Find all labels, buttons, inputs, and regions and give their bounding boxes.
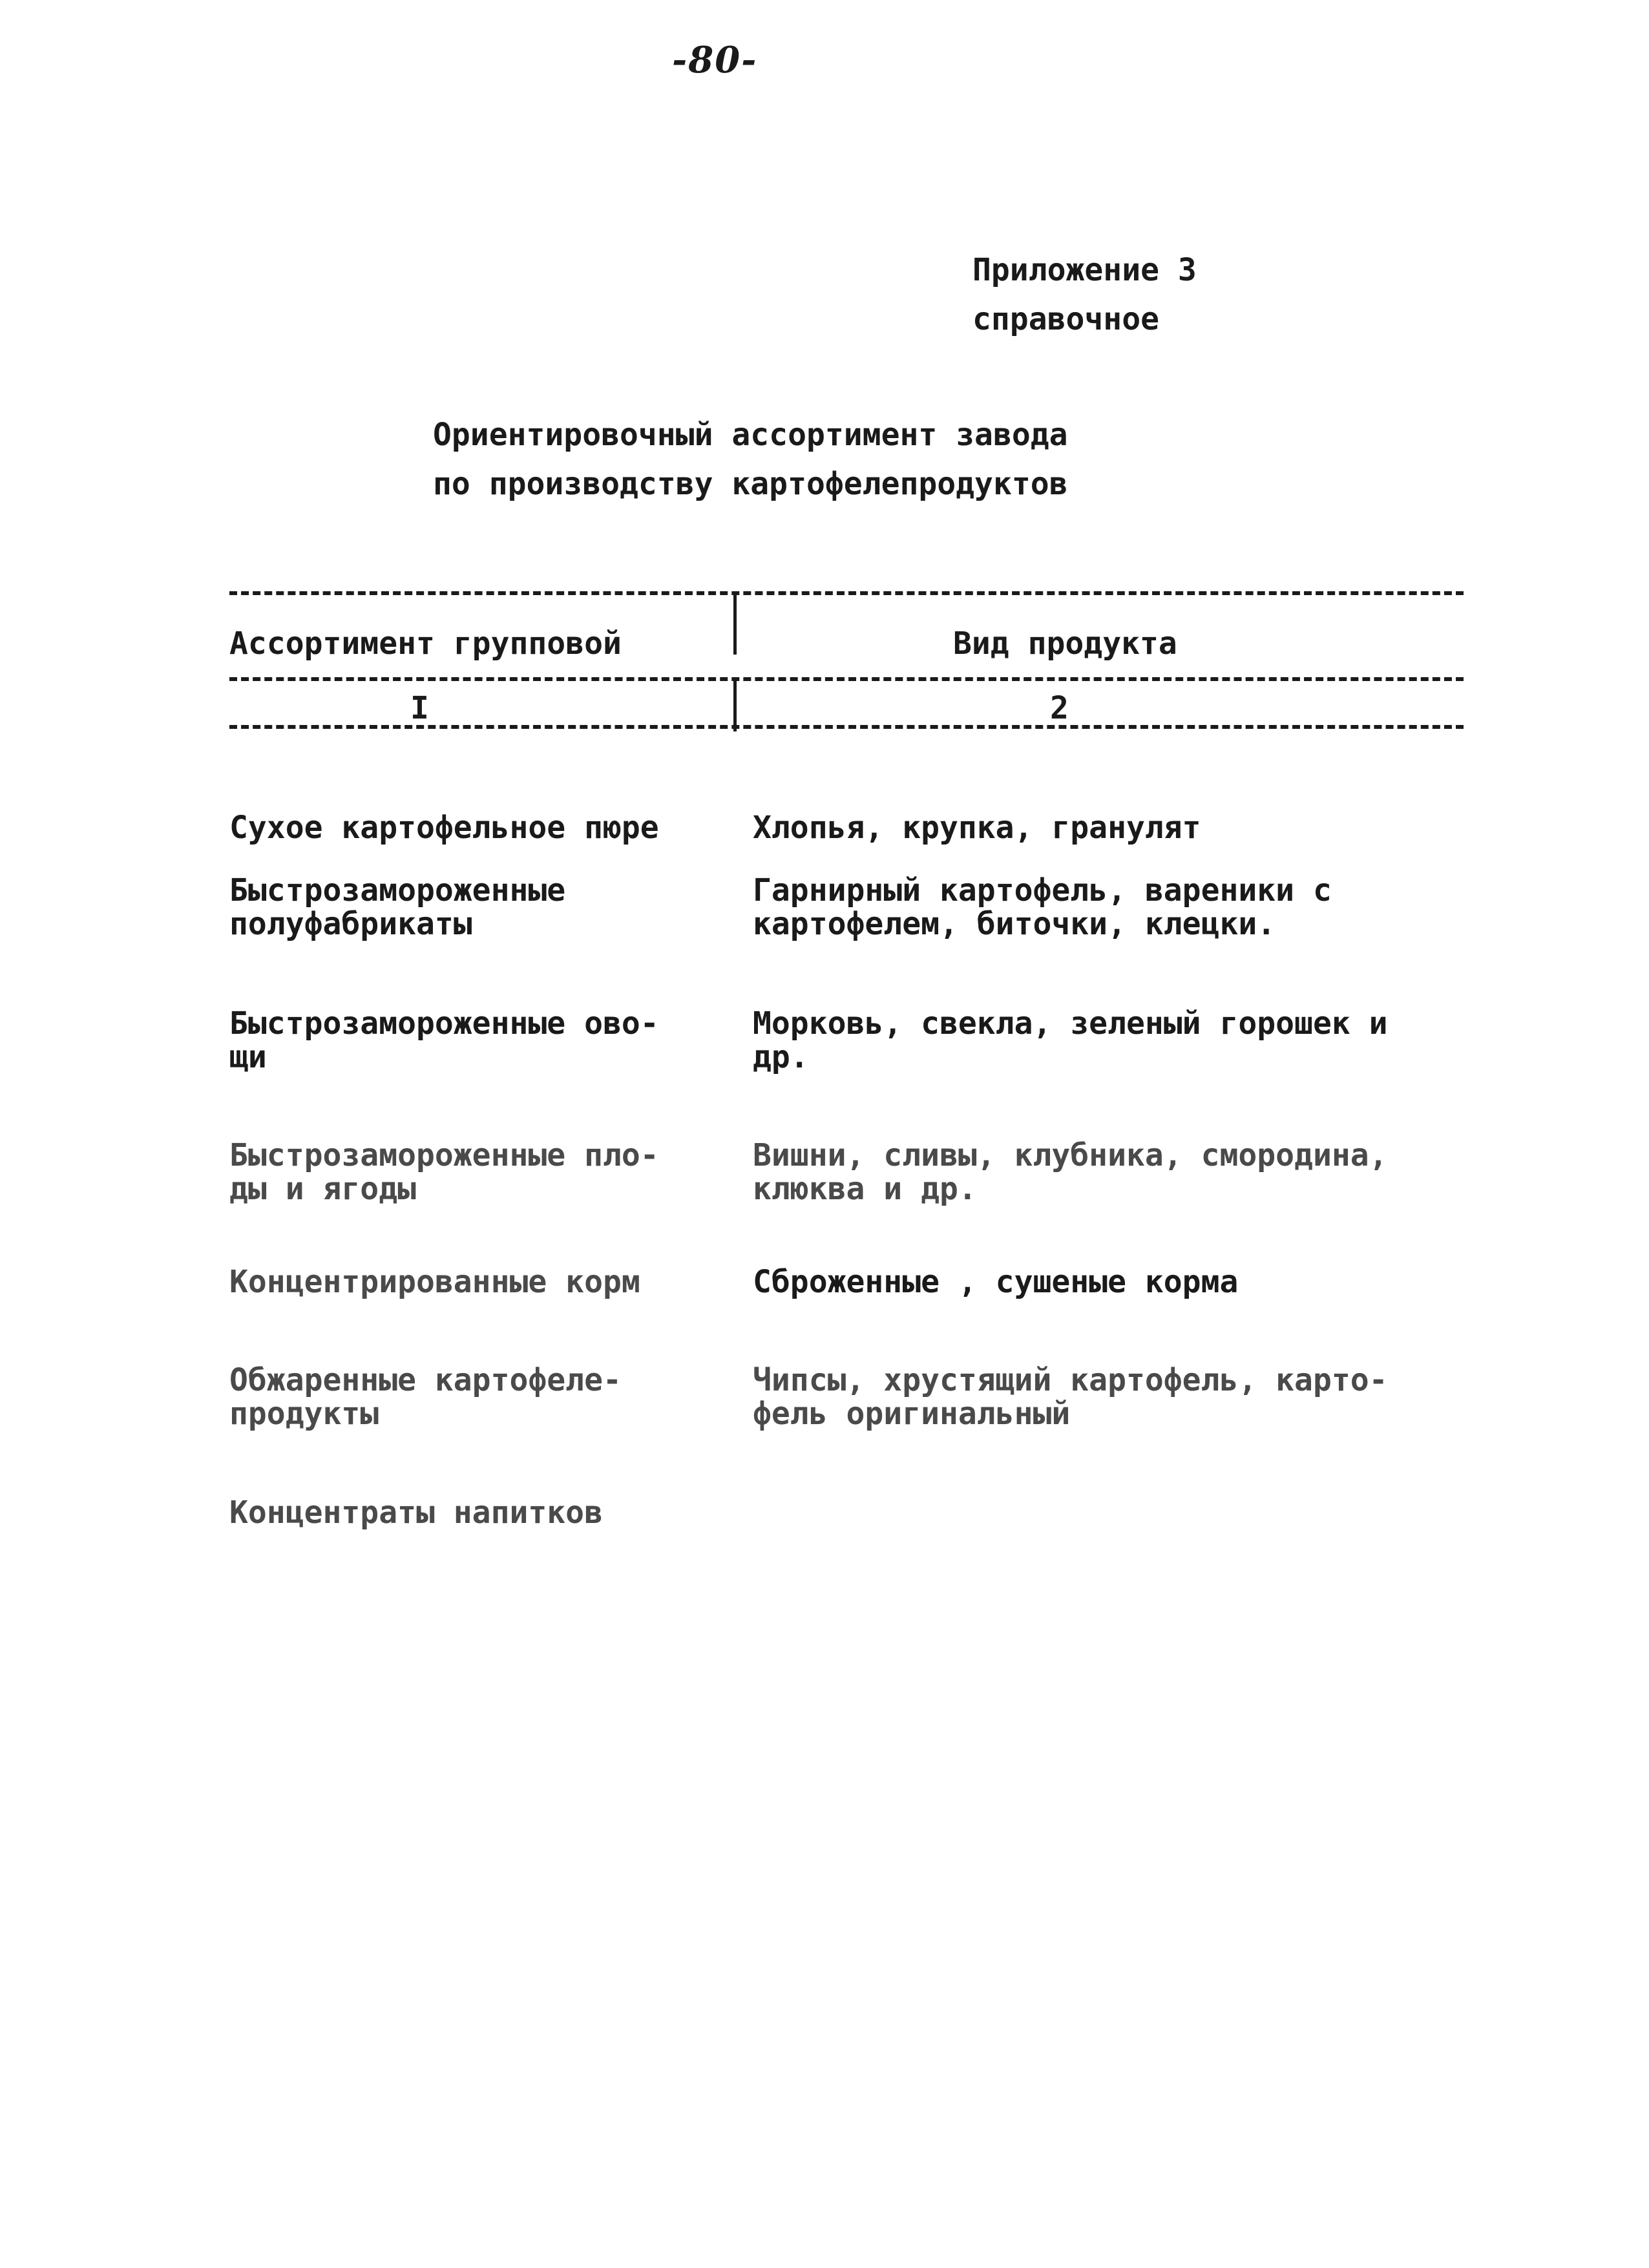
column-number-2: 2: [1050, 690, 1069, 726]
document-title: [433, 410, 1068, 509]
row-product: Морковь, свекла, зеленый горошек и др.: [753, 1005, 1388, 1075]
title-line-2: по производству картофелепродуктов: [433, 466, 1068, 502]
row-product: Гарнирный картофель, вареники с картофелем, биточки, клецки.: [753, 872, 1332, 942]
appendix-type: справочное: [972, 301, 1159, 337]
appendix-number: Приложение 3: [972, 252, 1197, 288]
table-top-rule: [229, 591, 1464, 595]
header-product: Вид продукта: [953, 625, 1177, 662]
row-product: Чипсы, хрустящий картофель, карто- фель оригинальный: [753, 1362, 1388, 1432]
row-group: Концентрированные корм: [229, 1264, 640, 1300]
table-number-rule: [229, 725, 1464, 729]
row-group: Обжаренные картофеле- продукты: [229, 1362, 622, 1432]
row-group: Быстрозамороженные ово- щи: [229, 1005, 659, 1075]
table-column-divider-bottom: [733, 680, 737, 731]
page-number: -80-: [672, 39, 758, 81]
row-group: Быстрозамороженные полуфабрикаты: [229, 872, 566, 942]
table-column-divider-top: [733, 593, 737, 655]
row-group: Быстрозамороженные пло- ды и ягоды: [229, 1137, 659, 1207]
header-group: Ассортимент групповой: [229, 625, 622, 662]
row-product: Хлопья, крупка, гранулят: [753, 810, 1201, 846]
column-number-1: I: [410, 690, 429, 726]
title-line-1: Ориентировочный ассортимент завода: [433, 417, 1068, 453]
appendix-label: [972, 246, 1197, 344]
row-product: Сброженные , сушеные корма: [753, 1264, 1239, 1300]
row-product: Вишни, сливы, клубника, смородина, клюква и др.: [753, 1137, 1388, 1207]
row-group: Концентраты напитков: [229, 1495, 603, 1531]
table-header-rule: [229, 677, 1464, 681]
row-group: Сухое картофельное пюре: [229, 810, 659, 846]
